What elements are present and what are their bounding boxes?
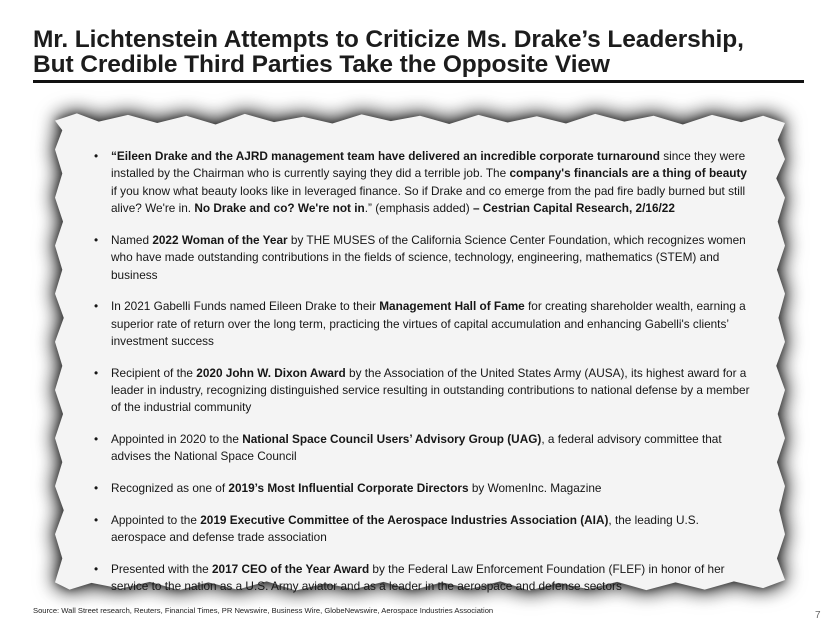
page-title-line-1: Mr. Lichtenstein Attempts to Criticize Ms. Drake’s Leadership, xyxy=(33,26,744,53)
bullet-dixon-award: • Recipient of the 2020 John W. Dixon Award by the Association of the United States Army (AUSA), its highest award for a leader in industry, recognizing distinguished service resulting in outstanding contributions to national defense by a member of the industrial community xyxy=(94,365,754,417)
bullet-ceo-of-the-year: • Presented with the 2017 CEO of the Year Award by the Federal Law Enforcement Foundation (FLEF) in honor of her service to the nation as a U.S. Army aviator and as a leader in the aerospace and defense sectors xyxy=(94,561,754,596)
bullet-list xyxy=(94,148,754,610)
source-note: Source: Wall Street research, Reuters, Financial Times, PR Newswire, Business Wire, GlobeNewswire, Aerospace Industries Association xyxy=(33,606,494,615)
bullet-cestrian-quote: • “Eileen Drake and the AJRD management team have delivered an incredible corporate turnaround since they were installed by the Chairman who is currently saying they did a terrible job. The company's financials are a thing of beauty if you know what beauty looks like in leveraged finance. So if Drake and co emerge from the pad fire badly burned but still alive? We're in. No Drake and co? We're not in.” (emphasis added) – Cestrian Capital Research, 2/16/22 xyxy=(94,148,754,218)
bullet-woman-of-the-year: • Named 2022 Woman of the Year by THE MUSES of the California Science Center Foundation, which recognizes women who have made outstanding contributions in the fields of science, technology, engineering, mathematics (STEM) and business xyxy=(94,232,754,284)
page-title-line-2: But Credible Third Parties Take the Opposite View xyxy=(33,51,610,78)
page-number: 7 xyxy=(815,610,821,621)
page-title xyxy=(33,27,823,77)
bullet-aia-committee: • Appointed to the 2019 Executive Committee of the Aerospace Industries Association (AIA), the leading U.S. aerospace and defense trade association xyxy=(94,512,754,547)
bullet-gabelli-hall-of-fame: • In 2021 Gabelli Funds named Eileen Drake to their Management Hall of Fame for creating shareholder wealth, earning a superior rate of return over the long term, practicing the virtues of capital accumulation and enhancing Gabelli's clients’ investment success xyxy=(94,298,754,350)
bullet-space-council: • Appointed in 2020 to the National Space Council Users’ Advisory Group (UAG), a federal advisory committee that advises the National Space Council xyxy=(94,431,754,466)
bullet-influential-directors: • Recognized as one of 2019’s Most Influential Corporate Directors by WomenInc. Magazine xyxy=(94,480,754,497)
title-divider xyxy=(33,80,804,83)
